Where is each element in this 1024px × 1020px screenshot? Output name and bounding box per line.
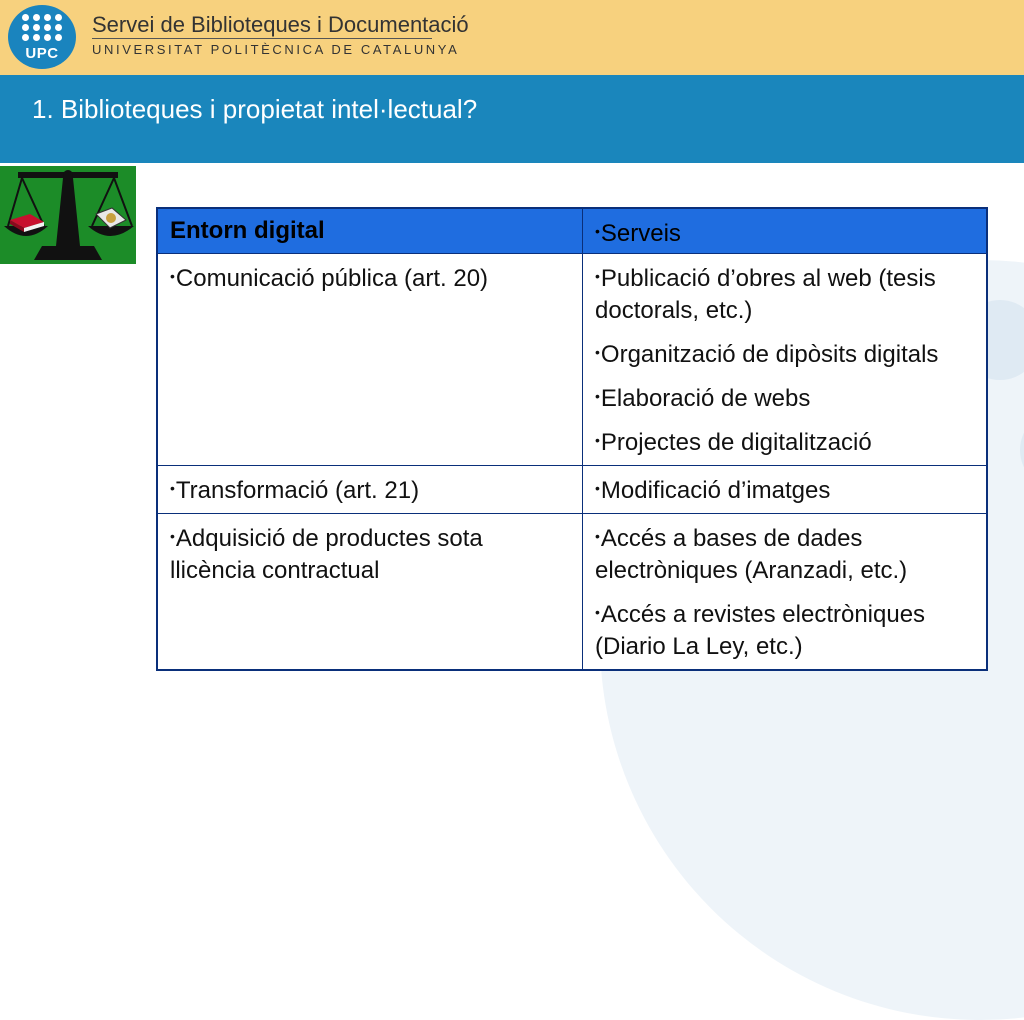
table-row [157,466,987,514]
entorn-label: Transformació (art. 21) [175,477,420,504]
servei-item: Modificació d’imatges [600,477,831,504]
entorn-label: Comunicació pública (art. 20) [175,265,489,292]
header-label-entorn: Entorn digital [170,217,325,244]
table-header-row [157,208,987,254]
header-label-serveis: Serveis [600,220,681,247]
logo-text: UPC [25,45,59,62]
servei-item: Accés a bases de dades electròniques (Aranzadi, etc.) [595,525,908,584]
servei-item: Projectes de digitalització [600,429,872,456]
bullet-icon: • [595,528,600,544]
bullet-icon: • [170,480,175,496]
bullet-icon: • [595,223,600,239]
content-table [156,207,988,671]
title-bar [0,75,1024,163]
org-name: Servei de Biblioteques i Documentació [92,12,469,37]
servei-item: Organització de dipòsits digitals [600,341,939,368]
bullet-icon: • [595,432,600,448]
header-divider [92,38,432,39]
table-row [157,514,987,671]
bullet-icon: • [595,388,600,404]
slide-title: 1. Biblioteques i propietat intel·lectual? [32,94,478,124]
bullet-icon: • [595,480,600,496]
servei-item: Accés a revistes electròniques (Diario La Ley, etc.) [595,601,926,660]
table-row [157,254,987,466]
table-cell-serveis [583,254,988,466]
table-cell-serveis [583,514,988,671]
header-cell-serveis [583,208,988,254]
university-name: UNIVERSITAT POLITÈCNICA DE CATALUNYA [92,42,460,57]
table-cell-entorn [157,254,583,466]
servei-item: Publicació d’obres al web (tesis doctorals, etc.) [595,265,936,324]
scales-of-justice-icon [0,166,136,264]
header-bar [0,0,1024,75]
table-cell-serveis [583,466,988,514]
table-cell-entorn [157,514,583,671]
bullet-icon: • [595,344,600,360]
bullet-icon: • [595,604,600,620]
header-cell-entorn [157,208,583,254]
servei-item: Elaboració de webs [600,385,811,412]
bullet-icon: • [170,268,175,284]
entorn-label: Adquisició de productes sota llicència contractual [170,525,483,584]
bullet-icon: • [595,268,600,284]
table-cell-entorn [157,466,583,514]
bullet-icon: • [170,528,175,544]
upc-logo-icon [8,5,76,69]
